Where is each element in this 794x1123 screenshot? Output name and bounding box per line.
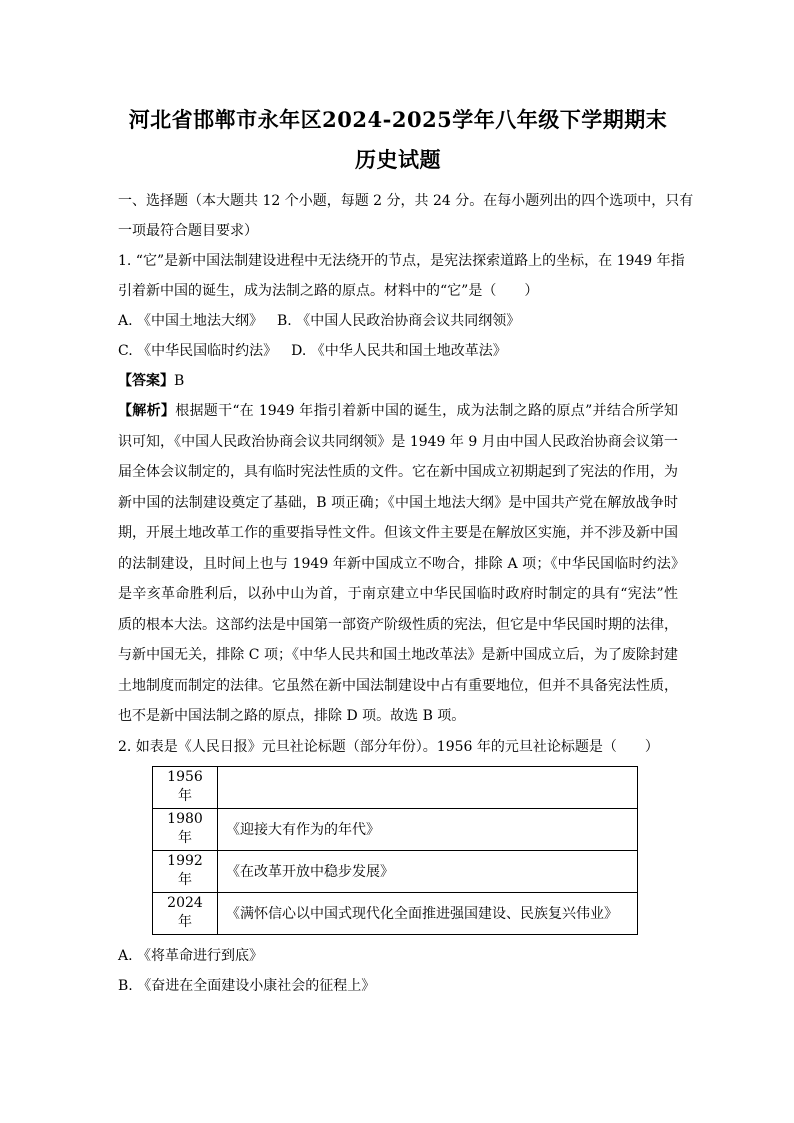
answer-value: B [174,373,185,389]
q1-options-row1 [118,306,678,336]
question-2 [118,732,678,1001]
q1-options-row2 [118,336,678,366]
q2-stem: 2. 如表是《人民日报》元旦社论标题（部分年份）。1956 年的元旦社论标题是（ ） [118,738,659,755]
q1-stem-line1: 1. “它”是新中国法制建设进程中无法绕开的节点，是宪法探索道路上的坐标，在 1949 年指 [118,253,685,269]
page-title: 河北省邯郸市永年区2024-2025学年八年级下学期期末 [128,107,668,132]
section-instruction-line2: 一项最符合题目要求） [118,223,258,239]
table-row [153,766,638,808]
q1-answer [118,366,678,396]
analysis-text: 根据题干“在 1949 年指引着新中国的诞生，成为法制之路的原点”并结合所学知识可知，《中国人民政治协商会议共同纲领》是 1949 年 9 月由中国人民政治协商会议第一届全体会议制定的，具有临时宪法性质的文件。它在新中国成立初期起到了宪法的作用，为新中国的法制建设奠定了基础，B 项正确；《中国土地法大纲》是中国共产党在解放战争时期，开展土地改革工作的重要指导性文件。但该文件主要是在解放区实施，并不涉及新中国的法制建设，且时间上也与 1949 年新中国成立不吻合，排除 A 项；《中华民国临时约法》是辛亥革命胜利后，以孙中山为首，于南京建立中华民国临时政府时制定的具有“宪法”性质的根本大法。这部约法是中国第一部资产阶级性质的宪法，但它是中华民国时期的法律，与新中国无关，排除 C 项；《中华人民共和国土地改革法》是新中国成立后，为了废除封建土地制度而制定的法律。它虽然在新中国法制建设中占有重要地位，但并不具备宪法性质，也不是新中国法制之路的原点，排除 D 项。故选 B 项。 [118,403,679,724]
table-row [153,892,638,934]
table-cell-title: 《迎接大有作为的年代》 [218,808,638,850]
page-subtitle: 历史试题 [355,147,441,172]
exam-page [118,100,694,1001]
q1-analysis [118,396,678,732]
q1-option-a: A. 《中国土地法大纲》 [118,313,264,329]
table-row [153,850,638,892]
q1-option-c: C. 《中华民国临时约法》 [118,343,278,359]
answer-label: 【答案】 [118,373,174,389]
q2-option-b: B. 《奋进在全面建设小康社会的征程上》 [118,977,376,994]
q2-option-a: A. 《将革命进行到底》 [118,947,264,964]
table-row [153,808,638,850]
table-cell-year: 1980 年 [153,808,218,850]
table-cell-title: 《在改革开放中稳步发展》 [218,850,638,892]
table-cell-title: 《满怀信心以中国式现代化全面推进强国建设、民族复兴伟业》 [218,892,638,934]
question-1 [118,246,685,732]
q1-option-d: D. 《中华人民共和国土地改革法》 [291,343,507,359]
section-instruction-line1: 一、选择题（本大题共 12 个小题，每题 2 分，共 24 分。在每小题列出的四个选项中，只有 [118,193,694,209]
table-cell-year: 1956 年 [153,766,218,808]
table-cell-title [218,766,638,808]
table-cell-year: 2024 年 [153,892,218,934]
analysis-label: 【解析】 [118,403,176,419]
q1-stem-line2: 引着新中国的诞生，成为法制之路的原点。材料中的“它”是（ ） [118,283,539,299]
table-cell-year: 1992 年 [153,850,218,892]
q1-option-b: B. 《中国人民政治协商会议共同纲领》 [277,313,521,329]
editorial-titles-table [152,766,638,935]
